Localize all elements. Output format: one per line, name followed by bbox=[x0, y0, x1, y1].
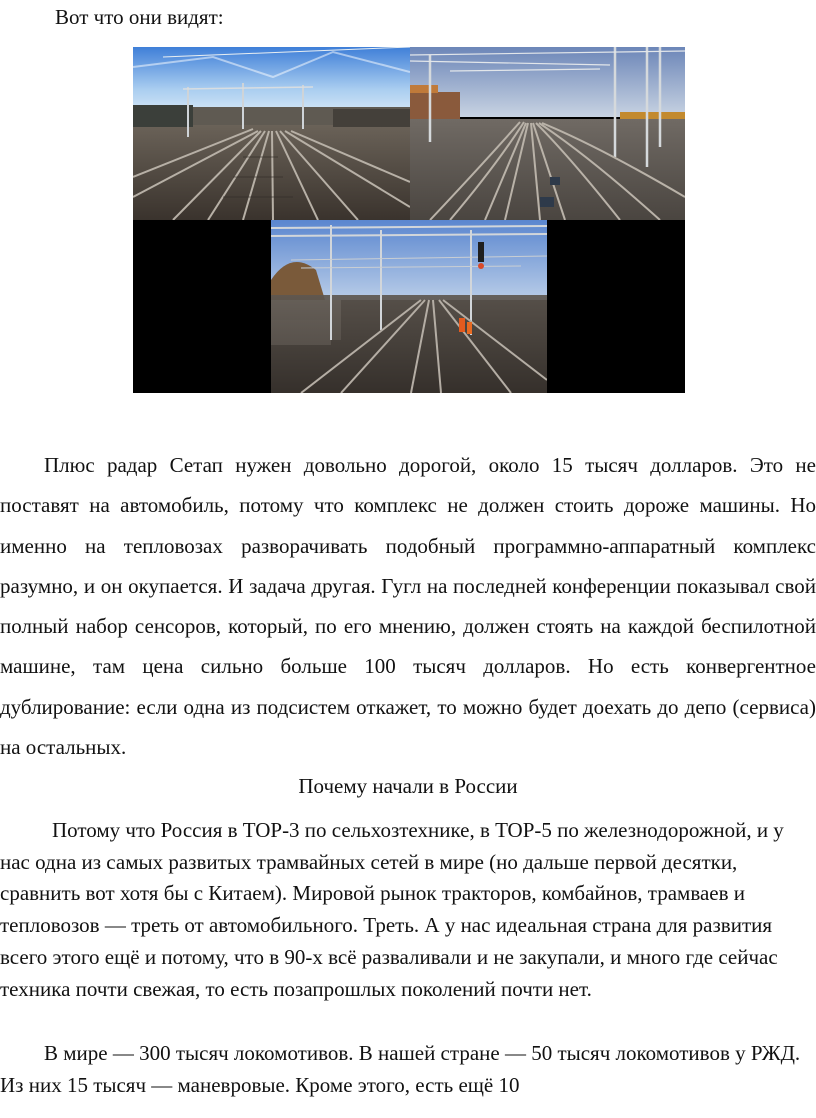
paragraph-radar-setup: Плюс радар Сетап нужен довольно дорогой, около 15 тысяч долларов. Это не поставят на автомобиль, потому что комплекс не должен стоить дороже машины. Но именно на тепловозах разворачивать подобный программно-аппаратный комплекс разумно, и он окупается. И задача другая. Гугл на последней конференции показывал свой полный набор сенсоров, который, по его мнению, должен стоять на каждой беспилотной машине, там цена сильно больше 100 тысяч долларов. Но есть конвергентное дублирование: если одна из подсистем откажет, то можно будет доехать до депо (сервиса) на остальных. bbox=[0, 453, 816, 760]
camera-view-bottom bbox=[271, 220, 547, 393]
camera-view-right bbox=[410, 47, 685, 220]
camera-views-figure bbox=[133, 47, 685, 393]
paragraph-locomotives: В мире — 300 тысяч локомотивов. В нашей стране — 50 тысяч локомотивов у РЖД. Из них 15 тысяч — маневровые. Кроме этого, есть ещё 10 bbox=[0, 1041, 801, 1097]
camera-view-right-image bbox=[410, 47, 685, 220]
camera-view-left-image bbox=[133, 47, 410, 220]
camera-view-left bbox=[133, 47, 410, 220]
section-heading: Почему начали в России bbox=[298, 774, 518, 798]
paragraph-russia-market: Потому что Россия в TOP-3 по сельхозтехнике, в TOP-5 по железнодорожной, и у нас одна из самых развитых трамвайных сетей в мире (но дальше первой десятки, сравнить вот хотя бы с Китаем). Мировой рынок тракторов, комбайнов, трамваев и тепловозов — треть от автомобильного. Треть. А у нас идеальная страна для развития всего этого ещё и потому, что в 90-х всё разваливали и не закупали, и много где сейчас техника почти свежая, то есть позапрошлых поколений почти нет. bbox=[0, 818, 784, 1001]
camera-view-bottom-image bbox=[271, 220, 547, 393]
intro-text: Вот что они видят: bbox=[55, 5, 224, 29]
